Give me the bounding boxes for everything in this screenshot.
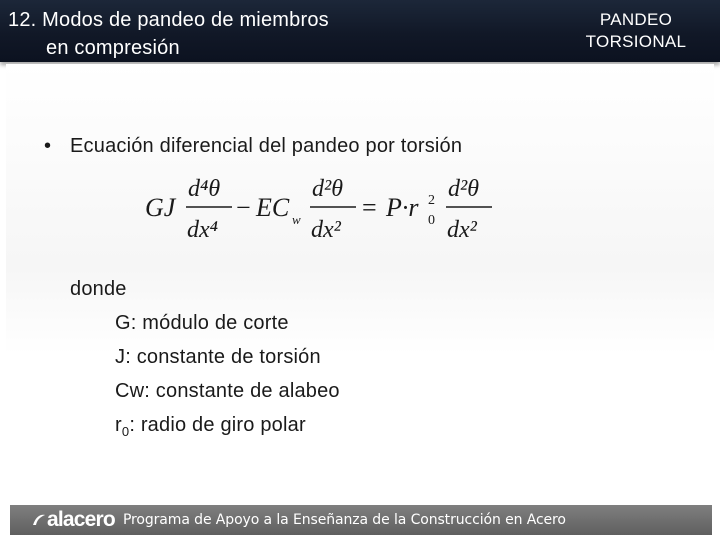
eq-term2-coef: EC [256,193,290,222]
definition-r0 [70,408,340,442]
alacero-logo-text: alacero [47,508,115,531]
slide-title-line1: 12. Modos de pandeo de miembros [8,9,329,31]
definitions-block [70,272,340,442]
definition-symbol-subscript: 0 [121,424,130,439]
eq-term1-num: d⁴θ [188,176,221,202]
program-name: Programa de Apoyo a la Enseñanza de la Construcción en Acero [122,512,566,528]
definition-j [70,340,340,374]
definition-text: : módulo de corte [130,312,289,334]
bullet-item [44,133,462,159]
slide-title [8,6,428,62]
eq-rhs-sub: 0 [428,213,435,228]
eq-minus: − [236,193,251,222]
eq-rhs-den: dx² [447,217,477,243]
eq-rhs-coef: P·r [386,193,419,222]
definition-symbol: Cw [115,380,145,402]
slide-title-line2: en compresión [46,37,180,59]
bullet-text: Ecuación diferencial del pandeo por torsión [70,135,463,157]
eq-rhs-sup: 2 [428,193,435,208]
section-label [556,9,716,53]
section-label-line2: TORSIONAL [585,32,687,51]
alacero-swoosh-icon [32,514,46,526]
definition-cw [70,374,340,408]
definition-g [70,306,340,340]
footer-bar [10,505,712,535]
eq-term2-den: dx² [311,217,341,243]
alacero-logo [32,508,115,532]
bullet-dot: • [44,135,52,157]
eq-term1-den: dx⁴ [187,217,218,243]
torsional-buckling-equation [140,172,510,246]
eq-rhs-num: d²θ [448,176,479,202]
eq-term1-coef: GJ [145,193,176,222]
definition-symbol: r [115,414,122,436]
eq-term2-num: d²θ [312,176,343,202]
definition-text: : constante de torsión [125,346,321,368]
section-label-line1: PANDEO [599,10,673,29]
header-bar [0,0,720,62]
definition-text: : radio de giro polar [129,414,306,436]
definition-symbol: J [115,346,126,368]
eq-equals: = [362,193,377,222]
where-label: donde [70,278,127,300]
definition-symbol: G [115,312,131,334]
eq-term2-sub: w [292,212,301,227]
definition-text: : constante de alabeo [144,380,340,402]
